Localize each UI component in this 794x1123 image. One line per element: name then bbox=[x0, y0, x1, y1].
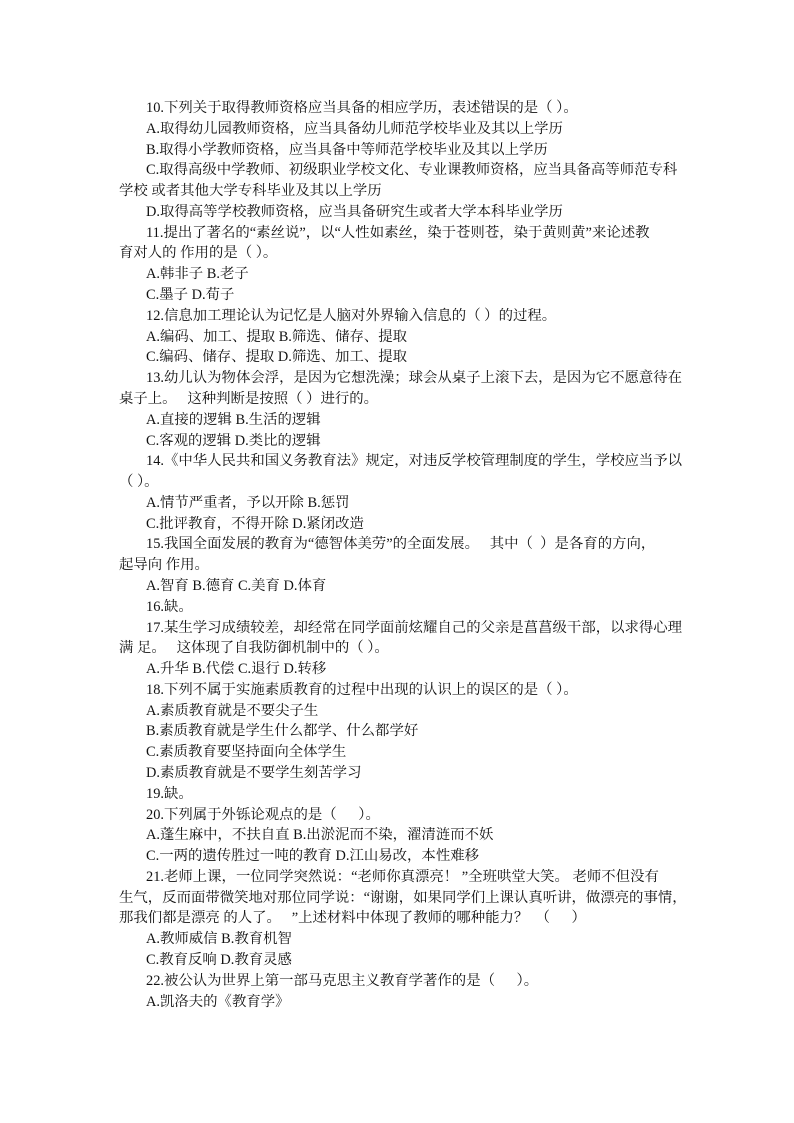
text-line: 12.信息加工理论认为记忆是人脑对外界输入信息的（ ）的过程。 bbox=[146, 307, 557, 324]
text-line: 14.《中华人民共和国义务教育法》规定，对违反学校管理制度的学生，学校应当予以 bbox=[146, 453, 683, 470]
text-line: C.客观的逻辑 D.类比的逻辑 bbox=[146, 432, 321, 449]
text-line: 17.某生学习成绩较差，却经常在同学面前炫耀自己的父亲是菖菖级干部，以求得心理 bbox=[146, 619, 683, 636]
text-line: A.素质教育就是不要尖子生 bbox=[146, 702, 319, 719]
text-line: 11.提出了著名的“素丝说”，以“人性如素丝，染于苍则苍，染于黄则黄”来论述教 bbox=[146, 224, 650, 241]
text-line: A.韩非子 B.老子 bbox=[146, 266, 249, 283]
document-page bbox=[119, 98, 687, 1012]
text-line: 13.幼儿认为物体会浮，是因为它想洗澡；球会从桌子上滚下去，是因为它不愿意待在 bbox=[146, 370, 683, 387]
text-line: 15.我国全面发展的教育为“德智体美劳”的全面发展。 其中（ ）是各育的方向， bbox=[146, 536, 656, 553]
text-line: C.编码、储存、提取 D.筛选、加工、提取 bbox=[146, 349, 408, 366]
text-line: A.智育 B.德育 C.美育 D.体育 bbox=[146, 577, 327, 594]
text-line: 18.下列不属于实施素质教育的过程中出现的认识上的误区的是（ ）。 bbox=[146, 681, 578, 698]
text-line: 21.老师上课，一位同学突然说：“老师你真漂亮！ ”全班哄堂大笑。 老师不但没有 bbox=[146, 868, 659, 885]
text-line: 10.下列关于取得教师资格应当具备的相应学历，表述错误的是（ ）。 bbox=[146, 100, 578, 116]
text-line: A.教师威信 B.教育机智 bbox=[146, 931, 292, 948]
text-line: D.取得高等学校教师资格，应当具备研究生或者大学本科毕业学历 bbox=[146, 203, 563, 220]
text-line: C.教育反响 D.教育灵感 bbox=[146, 952, 292, 969]
text-line: C.素质教育要坚持面向全体学生 bbox=[146, 744, 347, 761]
text-line: 16.缺。 bbox=[146, 598, 193, 615]
text-line: C.批评教育，不得开除 D.紧闭改造 bbox=[146, 515, 364, 532]
text-line: 满 足。 这体现了自我防御机制中的（ ）。 bbox=[119, 640, 389, 657]
text-line: C.一两的遗传胜过一吨的教育 D.江山易改，本性难移 bbox=[146, 848, 479, 865]
text-line: B.素质教育就是学生什么都学、什么都学好 bbox=[146, 723, 419, 740]
text-line: B.取得小学教师资格，应当具备中等师范学校毕业及其以上学历 bbox=[146, 141, 548, 158]
text-line: 生气，反而面带微笑地对那位同学说：“谢谢，如果同学们上课认真听讲，做漂亮的事情， bbox=[119, 889, 687, 906]
text-line: C.取得高级中学教师、初级职业学校文化、专业课教师资格，应当具备高等师范专科 bbox=[146, 162, 678, 179]
text-line: （ ）。 bbox=[119, 474, 159, 491]
text-line: 19.缺。 bbox=[146, 785, 193, 802]
text-line: 起导向 作用。 bbox=[119, 557, 209, 574]
text-line: A.情节严重者，予以开除 B.惩罚 bbox=[146, 494, 350, 511]
text-line: 学校 或者其他大学专科毕业及其以上学历 bbox=[119, 183, 382, 200]
text-line: D.素质教育就是不要学生刻苦学习 bbox=[146, 765, 362, 781]
text-line: A.蓬生麻中，不扶自直 B.出淤泥而不染，濯清涟而不妖 bbox=[146, 827, 494, 844]
text-line: 那我们都是漂亮 的人了。 ”上述材料中体现了教师的哪种能力？ （ ） bbox=[119, 910, 586, 927]
text-line: A.取得幼儿园教师资格，应当具备幼儿师范学校毕业及其以上学历 bbox=[146, 120, 563, 137]
text-line: A.直接的逻辑 B.生活的逻辑 bbox=[146, 411, 321, 428]
text-line: 22.被公认为世界上第一部马克思主义教育学著作的是（ ）。 bbox=[146, 972, 539, 989]
text-line: 桌子上。 这种判断是按照（ ）进行的。 bbox=[119, 390, 379, 407]
text-line: 20.下列属于外铄论观点的是（ ）。 bbox=[146, 806, 380, 823]
text-line: A.凯洛夫的《教育学》 bbox=[146, 993, 290, 1010]
text-line: 育对人的 作用的是（ ）。 bbox=[119, 245, 278, 262]
text-line: A.升华 B.代偿 C.退行 D.转移 bbox=[146, 661, 327, 678]
text-line: A.编码、加工、提取 B.筛选、储存、提取 bbox=[146, 328, 408, 345]
text-line: C.墨子 D.荀子 bbox=[146, 287, 235, 304]
